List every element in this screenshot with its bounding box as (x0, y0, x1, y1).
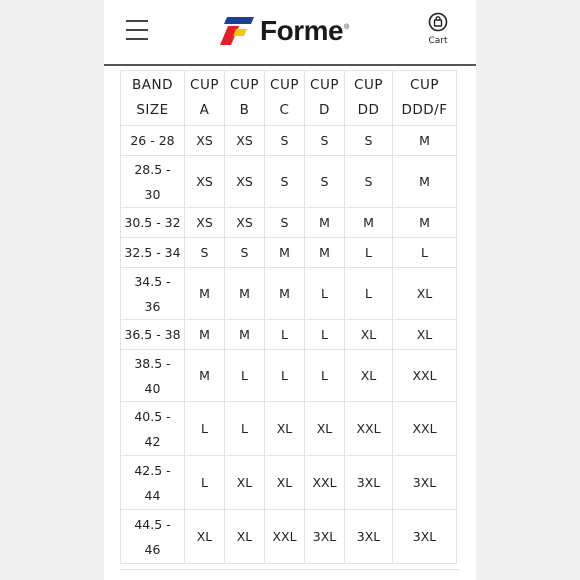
size-cell: XXL (265, 510, 305, 564)
band-size-label: 40.5 - 42 (134, 408, 171, 449)
size-cell: S (265, 126, 305, 156)
size-cell: L (305, 268, 345, 320)
size-cell: L (225, 350, 265, 402)
size-cell: XXL (393, 402, 457, 456)
size-cell: L (225, 402, 265, 456)
size-cell: 3XL (305, 510, 345, 564)
site-header (104, 0, 476, 64)
size-cell: L (345, 238, 393, 268)
band-size-label: 30.5 - 32 (124, 215, 181, 230)
band-size-cell (121, 510, 185, 564)
band-size-label: 28.5 - 30 (134, 161, 171, 202)
column-header-cup (393, 71, 457, 126)
size-cell: 3XL (393, 510, 457, 564)
table-row (121, 456, 457, 510)
size-cell: M (265, 238, 305, 268)
size-cell: XL (225, 456, 265, 510)
size-cell: S (265, 156, 305, 208)
table-row (121, 156, 457, 208)
column-header-band-size (121, 71, 185, 126)
size-cell: XL (393, 268, 457, 320)
table-row (121, 350, 457, 402)
band-size-cell (121, 402, 185, 456)
band-size-cell (121, 126, 185, 156)
menu-bar (126, 38, 148, 40)
size-cell: XL (265, 402, 305, 456)
size-cell: S (185, 238, 225, 268)
column-header-line: CUP (230, 77, 259, 93)
band-size-cell (121, 156, 185, 208)
column-header-cup (225, 71, 265, 126)
size-cell: M (225, 320, 265, 350)
size-cell: XL (225, 510, 265, 564)
table-row (121, 208, 457, 238)
band-size-label: 36.5 - 38 (124, 327, 181, 342)
size-cell: XL (265, 456, 305, 510)
size-cell: L (393, 238, 457, 268)
table-row (121, 238, 457, 268)
size-cell: XL (345, 350, 393, 402)
size-cell: S (305, 156, 345, 208)
size-cell: XXL (345, 402, 393, 456)
column-header-line: DD (357, 102, 380, 118)
size-cell: M (265, 268, 305, 320)
band-size-label: 38.5 - 40 (134, 355, 171, 396)
size-cell: XL (185, 510, 225, 564)
size-cell: M (393, 208, 457, 238)
column-header-line: C (279, 102, 290, 118)
page (104, 0, 476, 580)
column-header-line: D (319, 102, 330, 118)
size-cell: S (305, 126, 345, 156)
table-header-row (121, 71, 457, 126)
menu-bar (126, 20, 148, 22)
band-size-cell (121, 238, 185, 268)
size-cell: M (185, 350, 225, 402)
size-chart-table (120, 70, 457, 564)
logo-mark-icon (220, 17, 254, 45)
size-cell: S (345, 156, 393, 208)
hamburger-menu-icon[interactable] (126, 20, 148, 40)
cart-label: Cart (428, 36, 448, 46)
size-cell: XXL (393, 350, 457, 402)
column-header-line: SIZE (136, 102, 169, 118)
size-cell: M (185, 268, 225, 320)
band-size-label: 26 - 28 (130, 133, 175, 148)
shopping-bag-icon (428, 12, 448, 32)
band-size-label: 34.5 - 36 (134, 273, 171, 314)
size-cell: 3XL (345, 456, 393, 510)
band-size-cell (121, 456, 185, 510)
brand-logo[interactable] (220, 14, 349, 48)
column-header-line: BAND (132, 77, 173, 93)
band-size-label: 44.5 - 46 (134, 516, 171, 557)
table-row (121, 402, 457, 456)
size-cell: XS (185, 126, 225, 156)
size-cell: XS (185, 156, 225, 208)
size-cell: L (305, 350, 345, 402)
header-divider (104, 64, 476, 66)
size-cell: S (345, 126, 393, 156)
registered-mark: ® (344, 23, 350, 31)
size-cell: L (185, 456, 225, 510)
size-cell: L (345, 268, 393, 320)
band-size-cell (121, 320, 185, 350)
column-header-cup (305, 71, 345, 126)
band-size-cell (121, 350, 185, 402)
column-header-line: CUP (410, 77, 439, 93)
table-row (121, 268, 457, 320)
column-header-line: CUP (270, 77, 299, 93)
size-cell: M (305, 238, 345, 268)
size-cell: L (305, 320, 345, 350)
brand-name: Forme (260, 15, 344, 46)
size-cell: S (225, 238, 265, 268)
size-cell: XL (393, 320, 457, 350)
size-cell: 3XL (393, 456, 457, 510)
size-cell: XS (225, 208, 265, 238)
size-cell: L (265, 320, 305, 350)
size-cell: M (345, 208, 393, 238)
size-cell: M (305, 208, 345, 238)
table-row (121, 510, 457, 564)
menu-bar (126, 29, 148, 31)
size-cell: XXL (305, 456, 345, 510)
size-cell: XL (345, 320, 393, 350)
size-cell: M (225, 268, 265, 320)
size-cell: M (393, 156, 457, 208)
size-cell: 3XL (345, 510, 393, 564)
size-cell: M (393, 126, 457, 156)
band-size-label: 32.5 - 34 (124, 245, 181, 260)
column-header-line: CUP (354, 77, 383, 93)
band-size-label: 42.5 - 44 (134, 462, 171, 503)
table-row (121, 320, 457, 350)
cart-button[interactable] (420, 12, 456, 52)
size-cell: L (185, 402, 225, 456)
size-cell: L (265, 350, 305, 402)
column-header-line: B (239, 102, 250, 118)
table-bottom-edge (120, 569, 460, 580)
size-cell: M (185, 320, 225, 350)
column-header-cup (345, 71, 393, 126)
column-header-line: A (199, 102, 210, 118)
column-header-cup (185, 71, 225, 126)
column-header-line: DDD/F (401, 102, 448, 118)
table-row (121, 126, 457, 156)
size-cell: XS (185, 208, 225, 238)
column-header-line: CUP (310, 77, 339, 93)
band-size-cell (121, 208, 185, 238)
band-size-cell (121, 268, 185, 320)
size-cell: XS (225, 126, 265, 156)
column-header-cup (265, 71, 305, 126)
size-cell: XS (225, 156, 265, 208)
column-header-line: CUP (190, 77, 219, 93)
size-cell: XL (305, 402, 345, 456)
size-cell: S (265, 208, 305, 238)
